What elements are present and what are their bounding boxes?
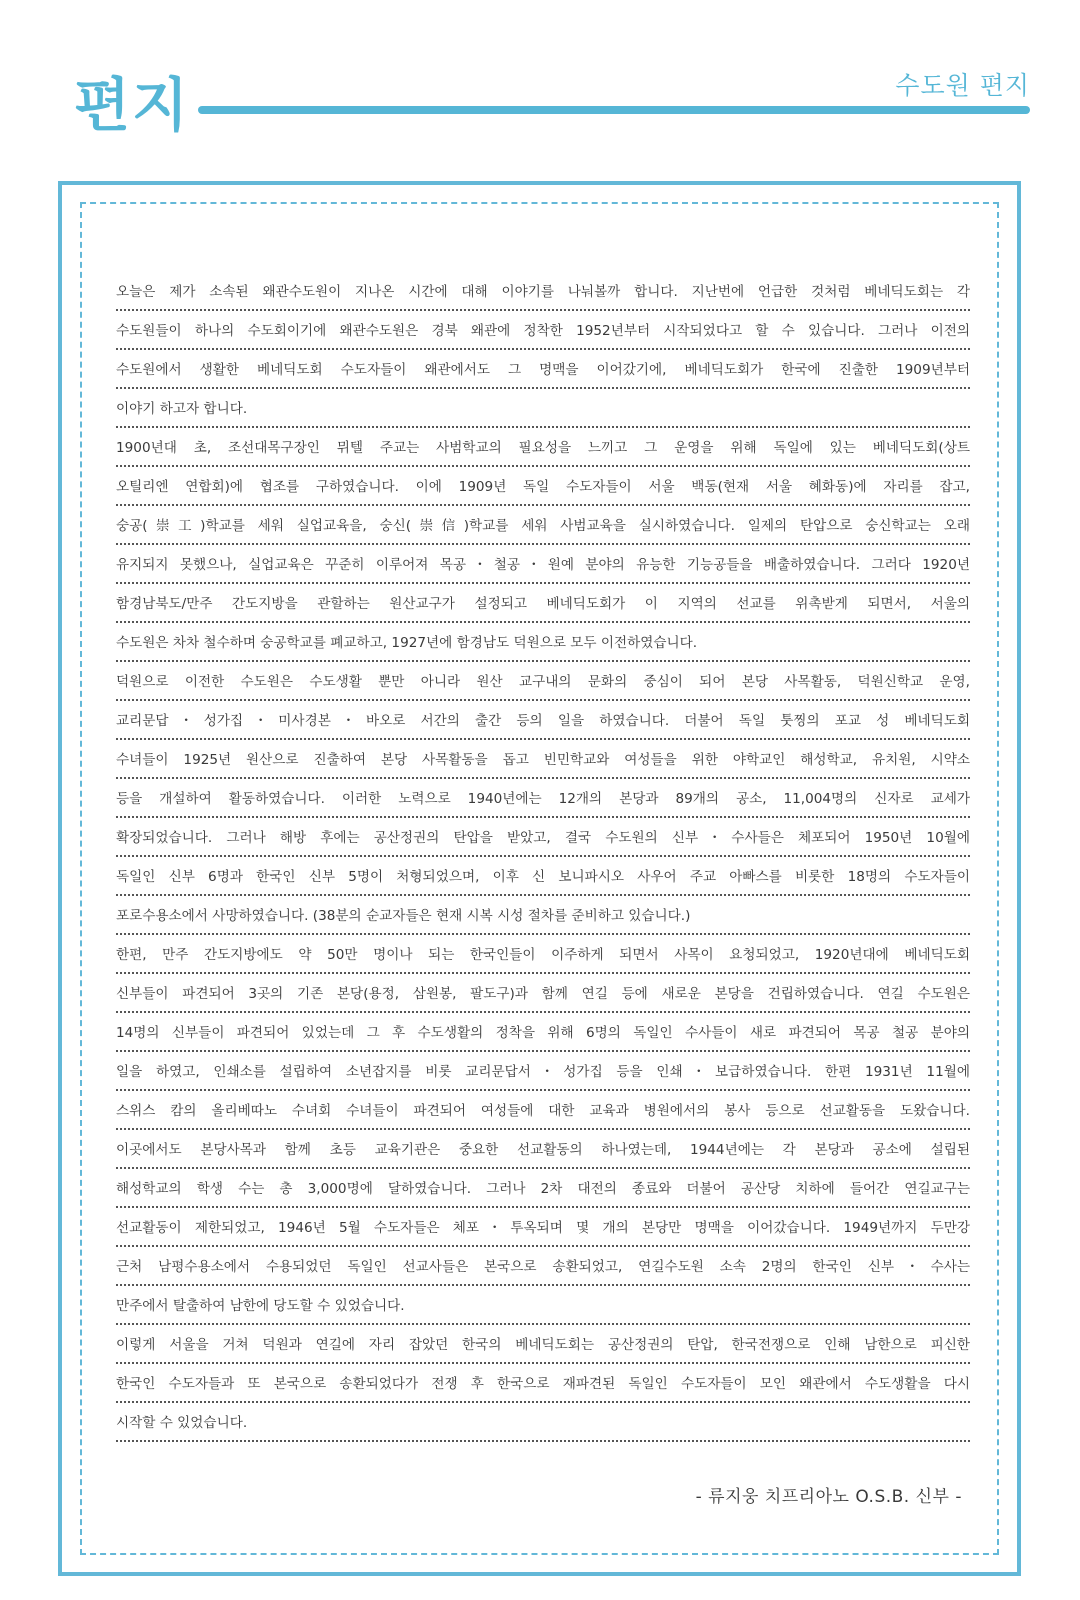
letter-line: 스위스 캄의 올리베따노 수녀회 수녀들이 파견되어 여성들에 대한 교육과 병원에서의 봉사 등으로 선교활동을 도왔습니다. — [116, 1091, 970, 1130]
letter-line: 수녀들이 1925년 원산으로 진출하여 본당 사목활동을 돕고 빈민학교와 여성들을 위한 야학교인 해성학교, 유치원, 시약소 — [116, 740, 970, 779]
letter-line: 수도원에서 생활한 베네딕도회 수도자들이 왜관에서도 그 명맥을 이어갔기에, 베네딕도회가 한국에 진출한 1909년부터 — [116, 350, 970, 389]
letter-line: 독일인 신부 6명과 한국인 신부 5명이 처형되었으며, 이후 신 보니파시오 사우어 주교 아빠스를 비롯한 18명의 수도자들이 — [116, 857, 970, 896]
letter-line: 덕원으로 이전한 수도원은 수도생활 뿐만 아니라 원산 교구내의 문화의 중심이 되어 본당 사목활동, 덕원신학교 운영, — [116, 662, 970, 701]
letter-line: 14명의 신부들이 파견되어 있었는데 그 후 수도생활의 정착을 위해 6명의 독일인 수사들이 새로 파견되어 목공 철공 분야의 — [116, 1013, 970, 1052]
letter-line: 선교활동이 제한되었고, 1946년 5월 수도자들은 체포・투옥되며 몇 개의 본당만 명맥을 이어갔습니다. 1949년까지 두만강 — [116, 1208, 970, 1247]
letter-line: 함경남북도/만주 간도지방을 관할하는 원산교구가 설정되고 베네딕도회가 이 지역의 선교를 위촉받게 되면서, 서울의 — [116, 584, 970, 623]
letter-body — [116, 272, 970, 1442]
letter-line: 등을 개설하여 활동하였습니다. 이러한 노력으로 1940년에는 12개의 본당과 89개의 공소, 11,004명의 신자로 교세가 — [116, 779, 970, 818]
letter-line: 해성학교의 학생 수는 총 3,000명에 달하였습니다. 그러나 2차 대전의 종료와 더불어 공산당 치하에 들어간 연길교구는 — [116, 1169, 970, 1208]
letter-line: 확장되었습니다. 그러나 해방 후에는 공산정권의 탄압을 받았고, 결국 수도원의 신부・수사들은 체포되어 1950년 10월에 — [116, 818, 970, 857]
letter-line: 이곳에서도 본당사목과 함께 초등 교육기관은 중요한 선교활동의 하나였는데, 1944년에는 각 본당과 공소에 설립된 — [116, 1130, 970, 1169]
page-title: 편지 — [74, 71, 191, 139]
letter-line: 이야기 하고자 합니다. — [116, 389, 970, 428]
section-label: 수도원 편지 — [895, 71, 1030, 100]
letter-line: 오늘은 제가 소속된 왜관수도원이 지나온 시간에 대해 이야기를 나눠볼까 합니다. 지난번에 언급한 것처럼 베네딕도회는 각 — [116, 272, 970, 311]
letter-line: 시작할 수 있었습니다. — [116, 1403, 970, 1442]
letter-line: 1900년대 초, 조선대목구장인 뮈텔 주교는 사범학교의 필요성을 느끼고 그 운영을 위해 독일에 있는 베네딕도회(상트 — [116, 428, 970, 467]
letter-line: 포로수용소에서 사망하였습니다. (38분의 순교자들은 현재 시복 시성 절차를 준비하고 있습니다.) — [116, 896, 970, 935]
letter-line: 한편, 만주 간도지방에도 약 50만 명이나 되는 한국인들이 이주하게 되면서 사목이 요청되었고, 1920년대에 베네딕도회 — [116, 935, 970, 974]
letter-line: 이렇게 서울을 거쳐 덕원과 연길에 자리 잡았던 한국의 베네딕도회는 공산정권의 탄압, 한국전쟁으로 인해 남한으로 피신한 — [116, 1325, 970, 1364]
letter-line: 오틸리엔 연합회)에 협조를 구하였습니다. 이에 1909년 독일 수도자들이 서울 백동(현재 서울 혜화동)에 자리를 잡고, — [116, 467, 970, 506]
letter-line: 유지되지 못했으나, 실업교육은 꾸준히 이루어져 목공・철공・원예 분야의 유능한 기능공들을 배출하였습니다. 그러다 1920년 — [116, 545, 970, 584]
letter-line: 수도원들이 하나의 수도회이기에 왜관수도원은 경북 왜관에 정착한 1952년부터 시작되었다고 할 수 있습니다. 그러나 이전의 — [116, 311, 970, 350]
letter-line: 한국인 수도자들과 또 본국으로 송환되었다가 전쟁 후 한국으로 재파견된 독일인 수도자들이 모인 왜관에서 수도생활을 다시 — [116, 1364, 970, 1403]
letter-line: 숭공(崇工)학교를 세워 실업교육을, 숭신(崇信)학교를 세워 사범교육을 실시하였습니다. 일제의 탄압으로 숭신학교는 오래 — [116, 506, 970, 545]
letter-line: 근처 남평수용소에서 수용되었던 독일인 선교사들은 본국으로 송환되었고, 연길수도원 소속 2명의 한국인 신부・수사는 — [116, 1247, 970, 1286]
letter-signature: - 류지웅 치프리아노 O.S.B. 신부 - — [695, 1487, 962, 1507]
letter-line: 신부들이 파견되어 3곳의 기존 본당(용정, 삼원봉, 팔도구)과 함께 연길 등에 새로운 본당을 건립하였습니다. 연길 수도원은 — [116, 974, 970, 1013]
letter-line: 일을 하였고, 인쇄소를 설립하여 소년잡지를 비롯 교리문답서・성가집 등을 인쇄・보급하였습니다. 한편 1931년 11월에 — [116, 1052, 970, 1091]
letter-line: 수도원은 차차 철수하며 숭공학교를 폐교하고, 1927년에 함경남도 덕원으로 모두 이전하였습니다. — [116, 623, 970, 662]
letter-line: 만주에서 탈출하여 남한에 당도할 수 있었습니다. — [116, 1286, 970, 1325]
letter-line: 교리문답・성가집・미사경본・바오로 서간의 출간 등의 일을 하였습니다. 더불어 독일 툿찡의 포교 성 베네딕도회 — [116, 701, 970, 740]
title-divider — [198, 106, 1030, 114]
